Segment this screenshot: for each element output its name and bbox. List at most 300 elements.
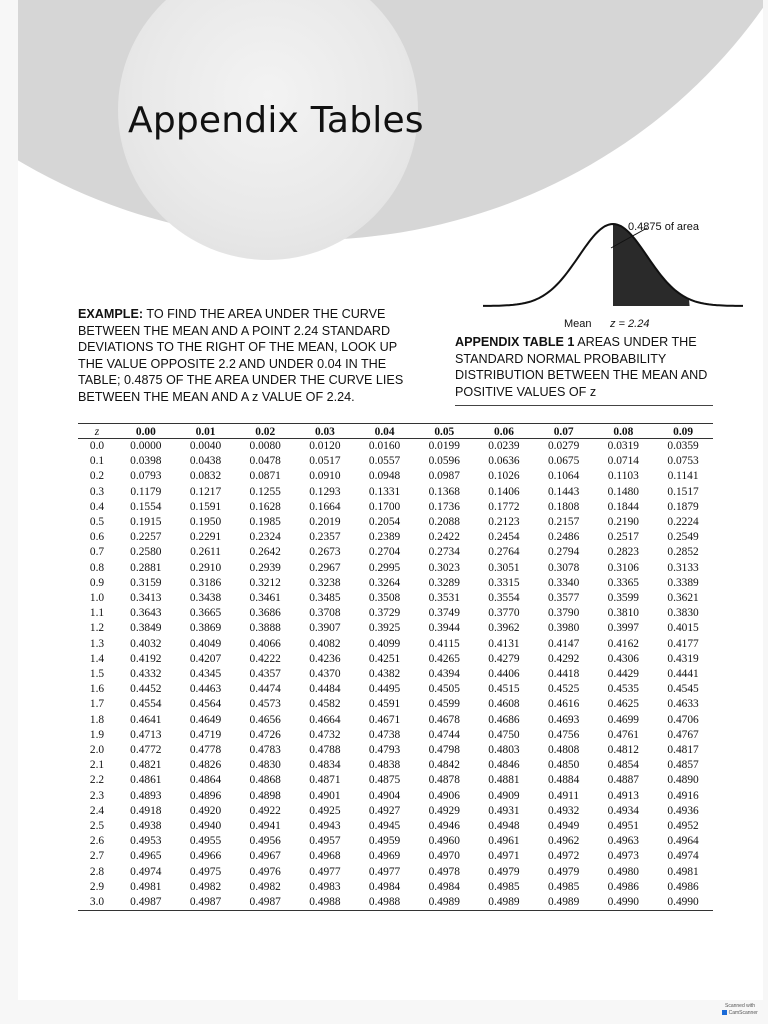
table-cell: 0.1026: [488, 470, 520, 483]
table-cell: 0.4934: [607, 804, 639, 817]
table-cell: 0.1985: [249, 516, 281, 529]
table-cell: 0.0120: [309, 440, 341, 452]
table-cell: 0.3340: [547, 576, 580, 589]
header-cell-z: z: [94, 425, 100, 438]
table-cell: 0.4987: [130, 896, 162, 909]
table-cell: 0.3944: [428, 622, 460, 635]
table-cell: 0.0753: [667, 455, 699, 468]
table-cell: 0.4988: [309, 896, 341, 909]
table-cell: 0.4699: [607, 713, 639, 726]
example-body: TO FIND THE AREA UNDER THE CURVE BETWEEN THE MEAN AND A POINT 2.24 STANDARD DEVIATIONS TO THE RIGHT OF THE MEAN, LOOK UP THE VALUE OPPOSITE 2.2 AND UNDER 0.04 IN THE TABLE; 0.4875 OF THE AREA UNDER THE CURVE LIES BETWEEN THE MEAN AND A z VALUE OF 2.24.: [78, 307, 404, 404]
table-cell: 0.3289: [428, 576, 460, 589]
table-cell: 0.4545: [667, 683, 699, 696]
z-table-body: [78, 439, 713, 911]
z-table: [78, 423, 713, 911]
table-cell: 0.4929: [428, 804, 460, 817]
table-cell: 0.2324: [249, 531, 281, 544]
table-cell: 0.4115: [428, 637, 460, 650]
table-cell: 0.1406: [488, 485, 520, 498]
table-cell: 0.4941: [249, 820, 281, 833]
table-cell: 0.1255: [249, 485, 281, 498]
table-cell: 0.4977: [368, 865, 401, 878]
table-cell: 0.1879: [667, 500, 699, 513]
table-cell: 0.4778: [189, 744, 222, 757]
table-cell: 0.3962: [488, 622, 520, 635]
table-cell: 0.4838: [368, 759, 401, 772]
table-cell: 0.2967: [309, 561, 341, 574]
table-cell: 0.4767: [667, 728, 699, 741]
table-cell: 0.0636: [488, 455, 520, 468]
table-cell: 0.4964: [667, 835, 699, 848]
table-cell: 0.4957: [309, 835, 341, 848]
table-cell: 0.2995: [368, 561, 401, 574]
table-cell: 0.4871: [309, 774, 341, 787]
table-cell: 0.2764: [488, 546, 520, 559]
table-cell: 0.4049: [189, 637, 222, 650]
table-cell: 0.4977: [309, 865, 341, 878]
table-cell: 0.4983: [309, 880, 341, 893]
table-row: [78, 652, 713, 667]
table-cell: 0.0160: [368, 440, 401, 452]
table-cell: 0.0239: [488, 440, 520, 452]
table-cell: 0.4970: [428, 850, 460, 863]
row-z-value: 0.8: [89, 561, 105, 574]
table-cell: 0.4394: [428, 668, 460, 681]
table-row: [78, 530, 713, 545]
row-z-value: 2.8: [89, 865, 105, 878]
camscanner-logo-icon: [722, 1010, 727, 1015]
table-row: [78, 454, 713, 469]
table-cell: 0.3621: [667, 592, 699, 605]
table-row: [78, 561, 713, 576]
table-cell: 0.4279: [488, 652, 520, 665]
table-cell: 0.4345: [189, 668, 222, 681]
table-cell: 0.3133: [667, 561, 699, 574]
table-cell: 0.0478: [249, 455, 281, 468]
table-cell: 0.4803: [488, 744, 520, 757]
table-row: [78, 469, 713, 484]
watermark-brand: CamScanner: [728, 1010, 758, 1016]
table-cell: 0.0793: [130, 470, 162, 483]
row-z-value: 1.6: [89, 683, 105, 696]
table-cell: 0.4830: [249, 759, 281, 772]
table-cell: 0.4911: [548, 789, 580, 802]
table-cell: 0.3438: [189, 592, 222, 605]
row-z-value: 0.1: [89, 455, 105, 468]
table-cell: 0.4251: [368, 652, 401, 665]
table-cell: 0.3212: [249, 576, 281, 589]
table-cell: 0.4938: [130, 820, 162, 833]
table-cell: 0.4656: [249, 713, 281, 726]
table-row: [78, 773, 713, 788]
table-cell: 0.2257: [130, 531, 162, 544]
table-cell: 0.4505: [428, 683, 460, 696]
table-cell: 0.2881: [130, 561, 162, 574]
table-cell: 0.4985: [488, 880, 520, 893]
table-cell: 0.4808: [547, 744, 580, 757]
table-cell: 0.3665: [189, 607, 222, 620]
table-cell: 0.2190: [607, 516, 639, 529]
table-cell: 0.4946: [428, 820, 460, 833]
table-cell: 0.4484: [309, 683, 341, 696]
row-z-value: 2.6: [89, 835, 105, 848]
table-row: [78, 834, 713, 849]
table-cell: 0.4099: [368, 637, 401, 650]
table-cell: 0.4382: [368, 668, 401, 681]
table-cell: 0.2642: [249, 546, 281, 559]
table-cell: 0.4649: [189, 713, 222, 726]
table-cell: 0.4463: [189, 683, 222, 696]
header-cell: 0.03: [314, 425, 335, 438]
header-cell: 0.08: [613, 425, 634, 438]
table-cell: 0.4370: [309, 668, 341, 681]
table-cell: 0.2054: [368, 516, 401, 529]
table-cell: 0.4940: [189, 820, 222, 833]
table-cell: 0.4969: [368, 850, 401, 863]
table-row: [78, 682, 713, 697]
row-z-value: 0.2: [89, 470, 105, 483]
table-cell: 0.4441: [667, 668, 699, 681]
table-cell: 0.3810: [607, 607, 639, 620]
table-row: [78, 819, 713, 834]
table-cell: 0.2157: [547, 516, 580, 529]
table-cell: 0.4918: [130, 804, 162, 817]
table-cell: 0.4976: [249, 865, 281, 878]
table-cell: 0.4857: [667, 759, 699, 772]
row-z-value: 2.9: [89, 880, 105, 893]
table-cell: 0.4984: [368, 880, 401, 893]
table-cell: 0.4981: [667, 865, 699, 878]
table-cell: 0.1331: [368, 485, 401, 498]
table-cell: 0.4525: [547, 683, 580, 696]
table-cell: 0.4959: [368, 835, 401, 848]
table-cell: 0.4783: [249, 744, 281, 757]
table-cell: 0.2580: [130, 546, 162, 559]
table-cell: 0.4987: [249, 896, 281, 909]
table-cell: 0.1064: [547, 470, 580, 483]
table-cell: 0.3770: [488, 607, 520, 620]
table-row: [78, 667, 713, 682]
header-cell: 0.07: [553, 425, 574, 438]
table-cell: 0.4922: [249, 804, 281, 817]
table-cell: 0.4988: [368, 896, 401, 909]
row-z-value: 1.0: [89, 592, 105, 605]
table-cell: 0.3997: [607, 622, 639, 635]
table-cell: 0.4846: [488, 759, 520, 772]
table-row: [78, 804, 713, 819]
table-cell: 0.4881: [488, 774, 520, 787]
row-z-value: 2.4: [89, 804, 105, 817]
table-cell: 0.1772: [488, 500, 520, 513]
table-cell: 0.4990: [667, 896, 699, 909]
page-title: Appendix Tables: [128, 100, 424, 141]
table-cell: 0.4979: [488, 865, 520, 878]
z-value-label: z = 2.24: [610, 318, 650, 330]
table-cell: 0.4744: [428, 728, 460, 741]
row-z-value: 0.4: [89, 500, 105, 513]
table-cell: 0.4920: [189, 804, 222, 817]
row-z-value: 0.0: [89, 440, 105, 452]
table-cell: 0.1517: [667, 485, 699, 498]
table-cell: 0.4890: [667, 774, 699, 787]
row-z-value: 1.4: [89, 652, 105, 665]
table-cell: 0.4732: [309, 728, 341, 741]
table-cell: 0.3729: [368, 607, 401, 620]
table-cell: 0.4931: [488, 804, 520, 817]
row-z-value: 0.3: [89, 485, 105, 498]
caption-underline: [455, 405, 713, 406]
table-cell: 0.4989: [488, 896, 520, 909]
table-cell: 0.4982: [249, 880, 281, 893]
table-cell: 0.4738: [368, 728, 401, 741]
header-cell: 0.02: [255, 425, 276, 438]
table-cell: 0.4980: [607, 865, 639, 878]
z-table-container: [78, 423, 713, 911]
table-cell: 0.4599: [428, 698, 460, 711]
table-cell: 0.4591: [368, 698, 401, 711]
table-cell: 0.4948: [488, 820, 520, 833]
table-cell: 0.3159: [130, 576, 162, 589]
table-cell: 0.4868: [249, 774, 281, 787]
table-cell: 0.2291: [189, 531, 222, 544]
table-cell: 0.4913: [607, 789, 639, 802]
table-row: [78, 758, 713, 773]
table-cell: 0.2486: [547, 531, 580, 544]
table-cell: 0.4936: [667, 804, 699, 817]
table-cell: 0.1103: [607, 470, 639, 483]
table-cell: 0.2794: [547, 546, 580, 559]
table-cell: 0.3599: [607, 592, 639, 605]
table-cell: 0.4177: [667, 637, 699, 650]
table-row: [78, 865, 713, 880]
table-cell: 0.1443: [547, 485, 580, 498]
table-cell: 0.0279: [547, 440, 580, 452]
table-cell: 0.4978: [428, 865, 460, 878]
header-cell: 0.09: [673, 425, 694, 438]
table-cell: 0.0359: [667, 440, 699, 452]
table-cell: 0.0596: [428, 455, 460, 468]
table-cell: 0.4082: [309, 637, 341, 650]
table-cell: 0.4962: [547, 835, 580, 848]
table-cell: 0.4616: [547, 698, 580, 711]
caption-body: AREAS UNDER THE STANDARD NORMAL PROBABILITY DISTRIBUTION BETWEEN THE MEAN AND POSITIVE VALUES OF z: [455, 335, 708, 399]
table-row: [78, 591, 713, 606]
table-cell: 0.4706: [667, 713, 699, 726]
table-cell: 0.2673: [309, 546, 341, 559]
table-cell: 0.1368: [428, 485, 460, 498]
table-cell: 0.3577: [547, 592, 580, 605]
table-cell: 0.4906: [428, 789, 460, 802]
table-cell: 0.1480: [607, 485, 639, 498]
table-cell: 0.4474: [249, 683, 281, 696]
row-z-value: 0.5: [89, 516, 105, 529]
table-cell: 0.4686: [488, 713, 520, 726]
row-z-value: 0.9: [89, 576, 105, 589]
table-cell: 0.4162: [607, 637, 639, 650]
table-cell: 0.2823: [607, 546, 639, 559]
table-cell: 0.4974: [667, 850, 699, 863]
table-cell: 0.3078: [547, 561, 580, 574]
header-cell: 0.05: [434, 425, 455, 438]
table-cell: 0.4015: [667, 622, 699, 635]
table-cell: 0.4726: [249, 728, 281, 741]
table-cell: 0.0398: [130, 455, 162, 468]
table-row: [78, 743, 713, 758]
table-cell: 0.3315: [488, 576, 520, 589]
table-cell: 0.4927: [368, 804, 401, 817]
table-cell: 0.4750: [488, 728, 520, 741]
table-cell: 0.4798: [428, 744, 460, 757]
table-cell: 0.4884: [547, 774, 580, 787]
table-cell: 0.4066: [249, 637, 281, 650]
table-cell: 0.4986: [607, 880, 639, 893]
table-cell: 0.4793: [368, 744, 401, 757]
table-cell: 0.2549: [667, 531, 699, 544]
table-cell: 0.0080: [249, 440, 281, 452]
table-cell: 0.4960: [428, 835, 460, 848]
table-cell: 0.4875: [368, 774, 401, 787]
table-cell: 0.4965: [130, 850, 162, 863]
table-cell: 0.4904: [368, 789, 401, 802]
table-row: [78, 485, 713, 500]
table-cell: 0.4641: [130, 713, 162, 726]
table-cell: 0.4953: [130, 835, 162, 848]
table-cell: 0.0557: [368, 455, 401, 468]
row-z-value: 1.7: [89, 698, 105, 711]
table-cell: 0.4515: [488, 683, 520, 696]
table-cell: 0.4826: [189, 759, 222, 772]
scanner-watermark: [720, 1003, 760, 1019]
example-lead: EXAMPLE:: [78, 307, 144, 321]
table-cell: 0.0675: [547, 455, 580, 468]
row-z-value: 1.3: [89, 637, 105, 650]
table-cell: 0.4678: [428, 713, 460, 726]
table-cell: 0.4756: [547, 728, 580, 741]
row-z-value: 3.0: [89, 896, 105, 909]
table-cell: 0.4963: [607, 835, 639, 848]
table-cell: 0.4131: [488, 637, 520, 650]
table-cell: 0.3461: [249, 592, 281, 605]
table-cell: 0.3643: [130, 607, 162, 620]
table-cell: 0.4878: [428, 774, 460, 787]
table-cell: 0.4987: [189, 896, 222, 909]
table-cell: 0.4943: [309, 820, 341, 833]
table-row: [78, 439, 713, 455]
table-cell: 0.4608: [488, 698, 520, 711]
header-cell: 0.06: [494, 425, 514, 438]
table-cell: 0.4984: [428, 880, 460, 893]
table-cell: 0.4429: [607, 668, 639, 681]
table-cell: 0.4961: [488, 835, 520, 848]
table-cell: 0.1736: [428, 500, 460, 513]
table-cell: 0.4955: [189, 835, 222, 848]
table-caption: [455, 334, 715, 400]
table-cell: 0.4664: [309, 713, 341, 726]
table-cell: 0.4973: [607, 850, 639, 863]
table-cell: 0.0948: [368, 470, 401, 483]
table-cell: 0.3686: [249, 607, 281, 620]
table-cell: 0.4812: [607, 744, 639, 757]
row-z-value: 2.3: [89, 789, 105, 802]
table-cell: 0.4719: [189, 728, 222, 741]
table-cell: 0.2734: [428, 546, 460, 559]
table-cell: 0.4986: [667, 880, 699, 893]
row-z-value: 2.1: [89, 759, 105, 772]
table-cell: 0.4956: [249, 835, 281, 848]
table-cell: 0.1554: [130, 500, 162, 513]
table-cell: 0.4901: [309, 789, 341, 802]
table-cell: 0.4418: [547, 668, 580, 681]
table-cell: 0.4834: [309, 759, 341, 772]
table-cell: 0.1664: [309, 500, 341, 513]
table-row: [78, 880, 713, 895]
table-cell: 0.4974: [130, 865, 162, 878]
header-cell: 0.04: [374, 425, 395, 438]
table-cell: 0.4990: [607, 896, 639, 909]
table-cell: 0.4952: [667, 820, 699, 833]
table-cell: 0.4625: [607, 698, 639, 711]
table-cell: 0.1844: [607, 500, 639, 513]
row-z-value: 1.8: [89, 713, 105, 726]
row-z-value: 2.0: [89, 744, 105, 757]
table-cell: 0.4535: [607, 683, 639, 696]
table-cell: 0.4893: [130, 789, 162, 802]
table-cell: 0.1700: [368, 500, 401, 513]
table-cell: 0.3708: [309, 607, 341, 620]
table-cell: 0.1591: [189, 500, 222, 513]
table-cell: 0.4925: [309, 804, 341, 817]
table-cell: 0.4713: [130, 728, 162, 741]
table-cell: 0.3023: [428, 561, 460, 574]
caption-lead: APPENDIX TABLE 1: [455, 335, 575, 349]
table-cell: 0.4292: [547, 652, 580, 665]
row-z-value: 1.1: [89, 607, 105, 620]
table-cell: 0.3925: [368, 622, 401, 635]
table-row: [78, 697, 713, 712]
table-cell: 0.4788: [309, 744, 341, 757]
table-cell: 0.2123: [488, 516, 520, 529]
table-cell: 0.3413: [130, 592, 162, 605]
table-row: [78, 789, 713, 804]
table-row: [78, 545, 713, 560]
table-cell: 0.2852: [667, 546, 699, 559]
area-annotation: 0.4875 of area: [628, 221, 699, 233]
table-cell: 0.4222: [249, 652, 281, 665]
table-cell: 0.2704: [368, 546, 401, 559]
watermark-line1: Scanned with: [724, 1003, 756, 1009]
table-cell: 0.2910: [189, 561, 222, 574]
example-text: [78, 306, 418, 406]
table-cell: 0.1293: [309, 485, 341, 498]
table-cell: 0.2019: [309, 516, 341, 529]
page: [18, 0, 763, 1000]
table-cell: 0.4887: [607, 774, 639, 787]
table-cell: 0.1217: [189, 485, 222, 498]
table-cell: 0.4989: [428, 896, 460, 909]
table-cell: 0.2422: [428, 531, 460, 544]
table-cell: 0.1808: [547, 500, 580, 513]
row-z-value: 2.5: [89, 820, 105, 833]
table-cell: 0.0319: [607, 440, 639, 452]
table-cell: 0.4332: [130, 668, 162, 681]
table-cell: 0.2088: [428, 516, 460, 529]
table-cell: 0.4861: [130, 774, 162, 787]
table-cell: 0.0832: [189, 470, 222, 483]
table-cell: 0.1141: [667, 470, 699, 483]
table-cell: 0.0040: [189, 440, 222, 452]
table-cell: 0.4306: [607, 652, 639, 665]
table-cell: 0.1628: [249, 500, 281, 513]
